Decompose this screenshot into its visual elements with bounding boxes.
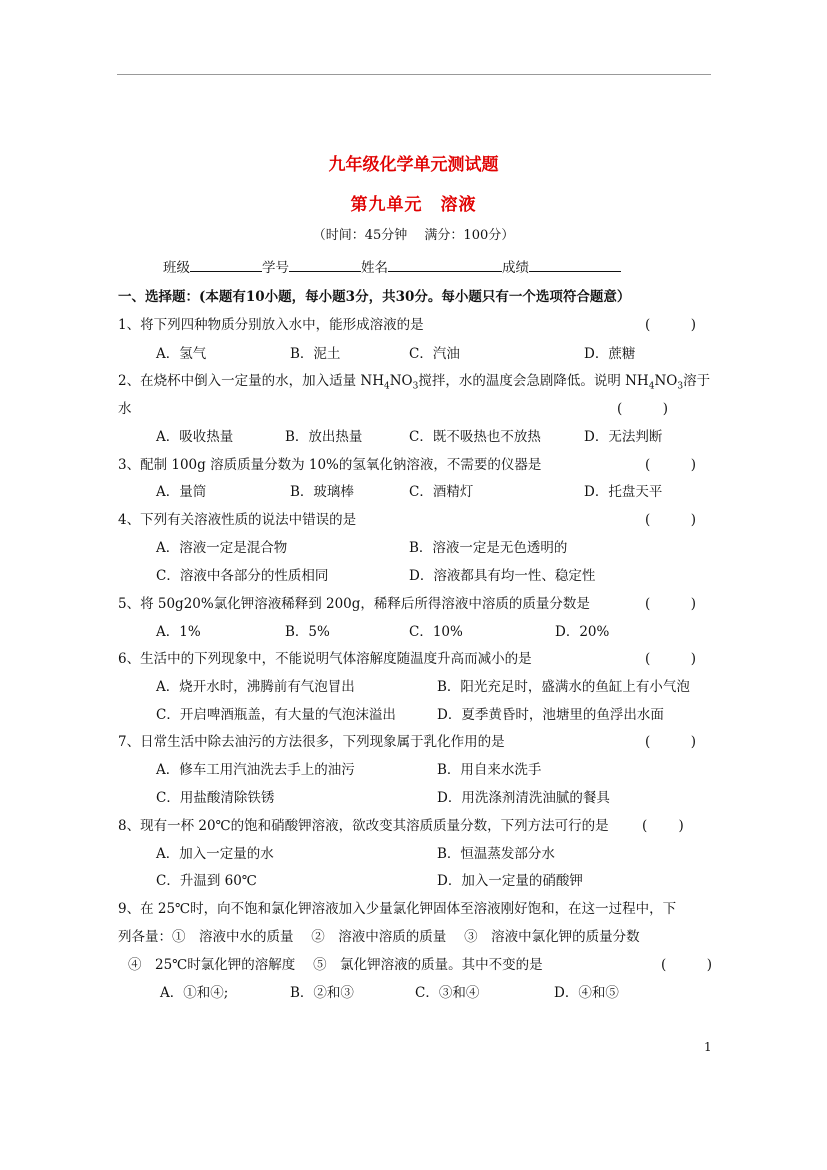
option-b: B．溶液一定是无色透明的 [409, 540, 568, 556]
page-title: 九年级化学单元测试题 [328, 155, 499, 175]
student-info-line [163, 256, 621, 276]
option-b: B．玻璃棒 [290, 484, 354, 500]
answer-paren[interactable]: ( ) [645, 317, 697, 333]
option-b: B．5% [285, 624, 330, 640]
unit-title: 第九单元 溶液 [350, 195, 477, 215]
option-d: D．加入一定量的硝酸钾 [437, 873, 583, 889]
option-d: D．蔗糖 [584, 346, 636, 362]
time-line: （时间：45分钟 满分：100分） [312, 228, 515, 243]
option-a: A．量筒 [156, 484, 207, 500]
option-c: C．③和④ [415, 985, 480, 1001]
option-c: C．既不吸热也不放热 [409, 429, 541, 445]
question-7-text: 7、日常生活中除去油污的方法很多，下列现象属于乳化作用的是 [118, 734, 505, 750]
name-label: 姓名 [361, 260, 388, 276]
answer-paren[interactable]: ( ) [645, 512, 697, 528]
option-b: B．用自来水洗手 [437, 762, 542, 778]
option-c: C．用盐酸清除铁锈 [156, 790, 275, 806]
header-rule [117, 74, 711, 75]
answer-paren[interactable]: ( ) [645, 651, 697, 667]
answer-paren[interactable]: ( ) [661, 957, 713, 973]
option-d: D．用洗涤剂清洗油腻的餐具 [437, 790, 610, 806]
option-b: B．放出热量 [285, 429, 363, 445]
question-9-text: 9、在 25℃时，向不饱和氯化钾溶液加入少量氯化钾固体至溶液刚好饱和，在这一过程中，下 [118, 901, 677, 917]
answer-paren[interactable]: ( ) [645, 457, 697, 473]
question-9-text-cont: 列各量：① 溶液中水的质量 ② 溶液中溶质的质量 ③ 溶液中氯化钾的质量分数 [118, 929, 640, 945]
option-b: B．泥土 [290, 346, 341, 362]
question-6-text: 6、生活中的下列现象中，不能说明气体溶解度随温度升高而减小的是 [118, 651, 532, 667]
score-blank[interactable] [529, 257, 621, 272]
option-d: D．无法判断 [584, 429, 663, 445]
page-number: 1 [704, 1040, 712, 1054]
class-blank[interactable] [190, 257, 262, 272]
option-c: C．开启啤酒瓶盖，有大量的气泡沫溢出 [156, 707, 396, 723]
question-2-text: 2、在烧杯中倒入一定量的水，加入适量 $NH_4NO_3$搅拌，水的温度会急剧降低。说明 $NH_4NO_3$溶于 [118, 373, 711, 392]
question-1-text: 1、将下列四种物质分别放入水中，能形成溶液的是 [118, 317, 424, 333]
question-9-text-cont2: ④ 25℃时氯化钾的溶解度 ⑤ 氯化钾溶液的质量。其中不变的是 [128, 957, 543, 973]
option-d: D．溶液都具有均一性、稳定性 [409, 568, 596, 584]
option-c: C．汽油 [409, 346, 460, 362]
option-b: B．②和③ [290, 985, 354, 1001]
question-3-text: 3、配制 100g 溶质质量分数为 10%的氢氧化钠溶液，不需要的仪器是 [118, 457, 542, 473]
option-d: D．托盘天平 [584, 484, 663, 500]
question-2-text-cont: 水 [118, 401, 132, 417]
option-a: A．溶液一定是混合物 [156, 540, 288, 556]
option-a: A．①和④; [160, 985, 229, 1001]
score-label: 成绩 [502, 260, 529, 276]
name-blank[interactable] [388, 257, 502, 272]
option-a: A．吸收热量 [156, 429, 234, 445]
option-a: A．烧开水时，沸腾前有气泡冒出 [156, 679, 355, 695]
option-b: B．恒温蒸发部分水 [437, 846, 555, 862]
option-a: A．修车工用汽油洗去手上的油污 [156, 762, 355, 778]
answer-paren[interactable]: ( ) [642, 818, 684, 834]
option-a: A．1% [156, 624, 201, 640]
option-c: C．10% [409, 624, 463, 640]
option-a: A．加入一定量的水 [156, 846, 274, 862]
option-c: C．酒精灯 [409, 484, 474, 500]
id-blank[interactable] [289, 257, 361, 272]
answer-paren[interactable]: ( ) [617, 401, 669, 417]
section-title: 一、选择题：(本题有10小题，每小题3分，共30分。每小题只有一个选项符合题意） [118, 289, 631, 305]
option-b: B．阳光充足时，盛满水的鱼缸上有小气泡 [437, 679, 690, 695]
option-d: D．夏季黄昏时，池塘里的鱼浮出水面 [437, 707, 664, 723]
class-label: 班级 [163, 260, 190, 276]
id-label: 学号 [262, 260, 289, 276]
option-d: D．④和⑤ [554, 985, 619, 1001]
question-8-text: 8、现有一杯 20℃的饱和硝酸钾溶液，欲改变其溶质质量分数，下列方法可行的是 [118, 818, 609, 834]
answer-paren[interactable]: ( ) [645, 596, 697, 612]
option-a: A．氢气 [156, 346, 207, 362]
option-c: C．升温到 60℃ [156, 873, 257, 889]
answer-paren[interactable]: ( ) [645, 734, 697, 750]
question-5-text: 5、将 50g20%氯化钾溶液稀释到 200g，稀释后所得溶液中溶质的质量分数是 [118, 596, 590, 612]
option-c: C．溶液中各部分的性质相同 [156, 568, 329, 584]
question-4-text: 4、下列有关溶液性质的说法中错误的是 [118, 512, 357, 528]
option-d: D．20% [555, 624, 610, 640]
